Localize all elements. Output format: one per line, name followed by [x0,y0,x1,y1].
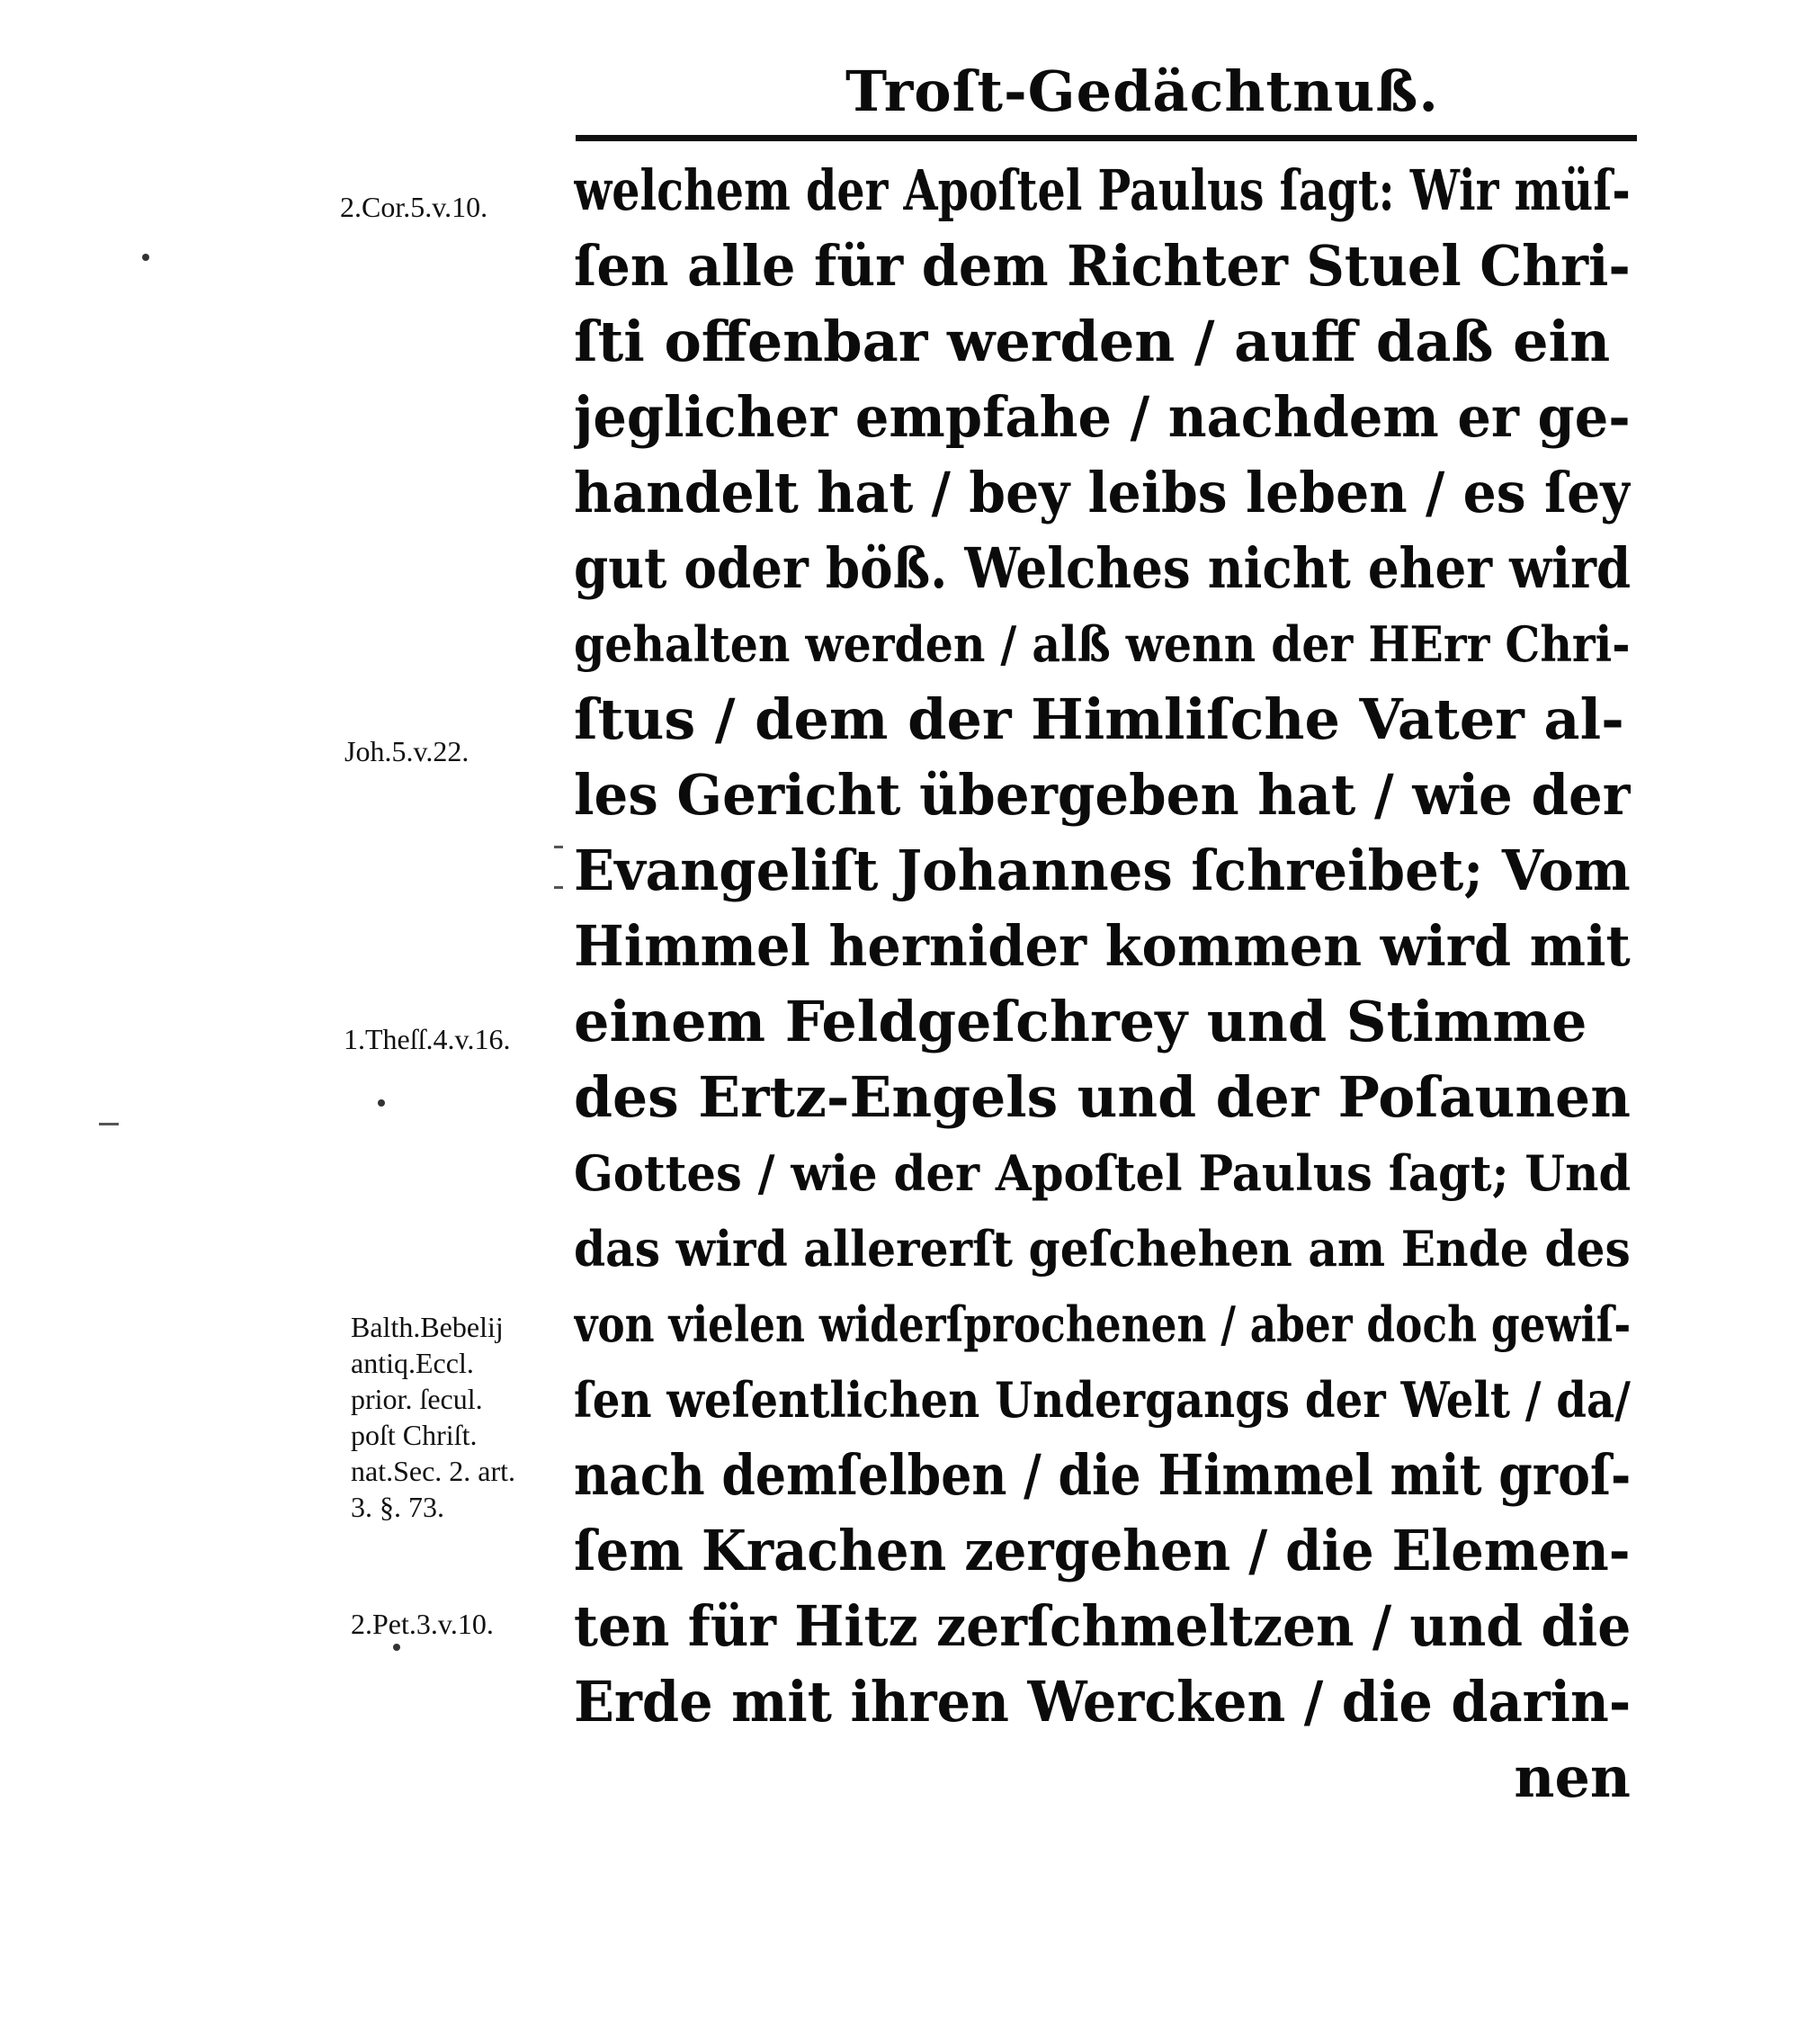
text-line: des Ertz-Engels und der Poſaunen [574,1064,1631,1130]
text-line: das wird allererſt geſchehen am Ende des [574,1220,1631,1278]
text-line: nen [1514,1744,1631,1810]
text-line: welchem der Apoſtel Paulus ſagt: Wir müſ- [574,157,1631,223]
ink-speck [393,1644,400,1651]
ink-speck [142,254,149,261]
body-text [574,153,1631,1815]
ink-speck [378,1099,385,1107]
text-line: Gottes / wie der Apoſtel Paulus ſagt; Und [574,1144,1632,1202]
ink-mark [554,886,563,889]
running-header: Troſt-Gedächtnuß. [845,58,1439,124]
text-line: Evangeliſt Johannes ſchreibet; Vom [574,838,1631,903]
citation-line: antiq.Eccl. [351,1347,474,1379]
text-line: gut oder böß. Welches nicht eher wird [574,535,1632,601]
margin-note: 2.Pet.3.v.10. [351,1608,494,1640]
text-line: ſem Krachen zergehen / die Elemen- [574,1518,1631,1583]
citation-line: poſt Chriſt. [351,1419,478,1451]
text-line: handelt hat / bey leibs leben / es ſey [574,460,1631,525]
margin-note-citation [351,1309,515,1525]
text-line: Erde mit ihren Wercken / die darin- [574,1669,1632,1735]
citation-line: Balth.Bebelij [351,1311,504,1343]
header-rule [576,135,1637,141]
ink-mark [554,846,563,848]
margin-note: 1.Theſſ.4.v.16. [344,1023,511,1055]
text-line: jeglicher empfahe / nachdem er ge- [574,384,1631,450]
citation-line: nat.Sec. 2. art. [351,1455,516,1487]
text-line: gehalten werden / alß wenn der HErr Chri- [574,615,1631,673]
text-line: Himmel hernider kommen wird mit [574,913,1631,979]
text-line: ten für Hitz zerſchmeltzen / und die [574,1593,1632,1659]
text-line: von vielen widerſprochenen / aber doch gewiſ- [574,1295,1632,1353]
citation-line: prior. ſecul. [351,1383,483,1415]
margin-note: Joh.5.v.22. [344,735,469,767]
ink-mark [99,1123,119,1125]
text-line: einem Feldgeſchrey und Stimme [574,989,1587,1054]
text-line: ſtus / dem der Himliſche Vater al- [574,686,1624,752]
text-line: nach demſelben / die Himmel mit groſ- [574,1442,1631,1508]
citation-line: 3. §. 73. [351,1491,444,1523]
margin-note: 2.Cor.5.v.10. [340,191,488,223]
text-line: ſen weſentlichen Undergangs der Welt / da/ [574,1371,1631,1429]
text-line: ſti offenbar werden / auff daß ein [574,309,1611,374]
text-line: les Gericht übergeben hat / wie der [574,762,1631,828]
text-line: ſen alle für dem Richter Stuel Chri- [574,233,1631,299]
